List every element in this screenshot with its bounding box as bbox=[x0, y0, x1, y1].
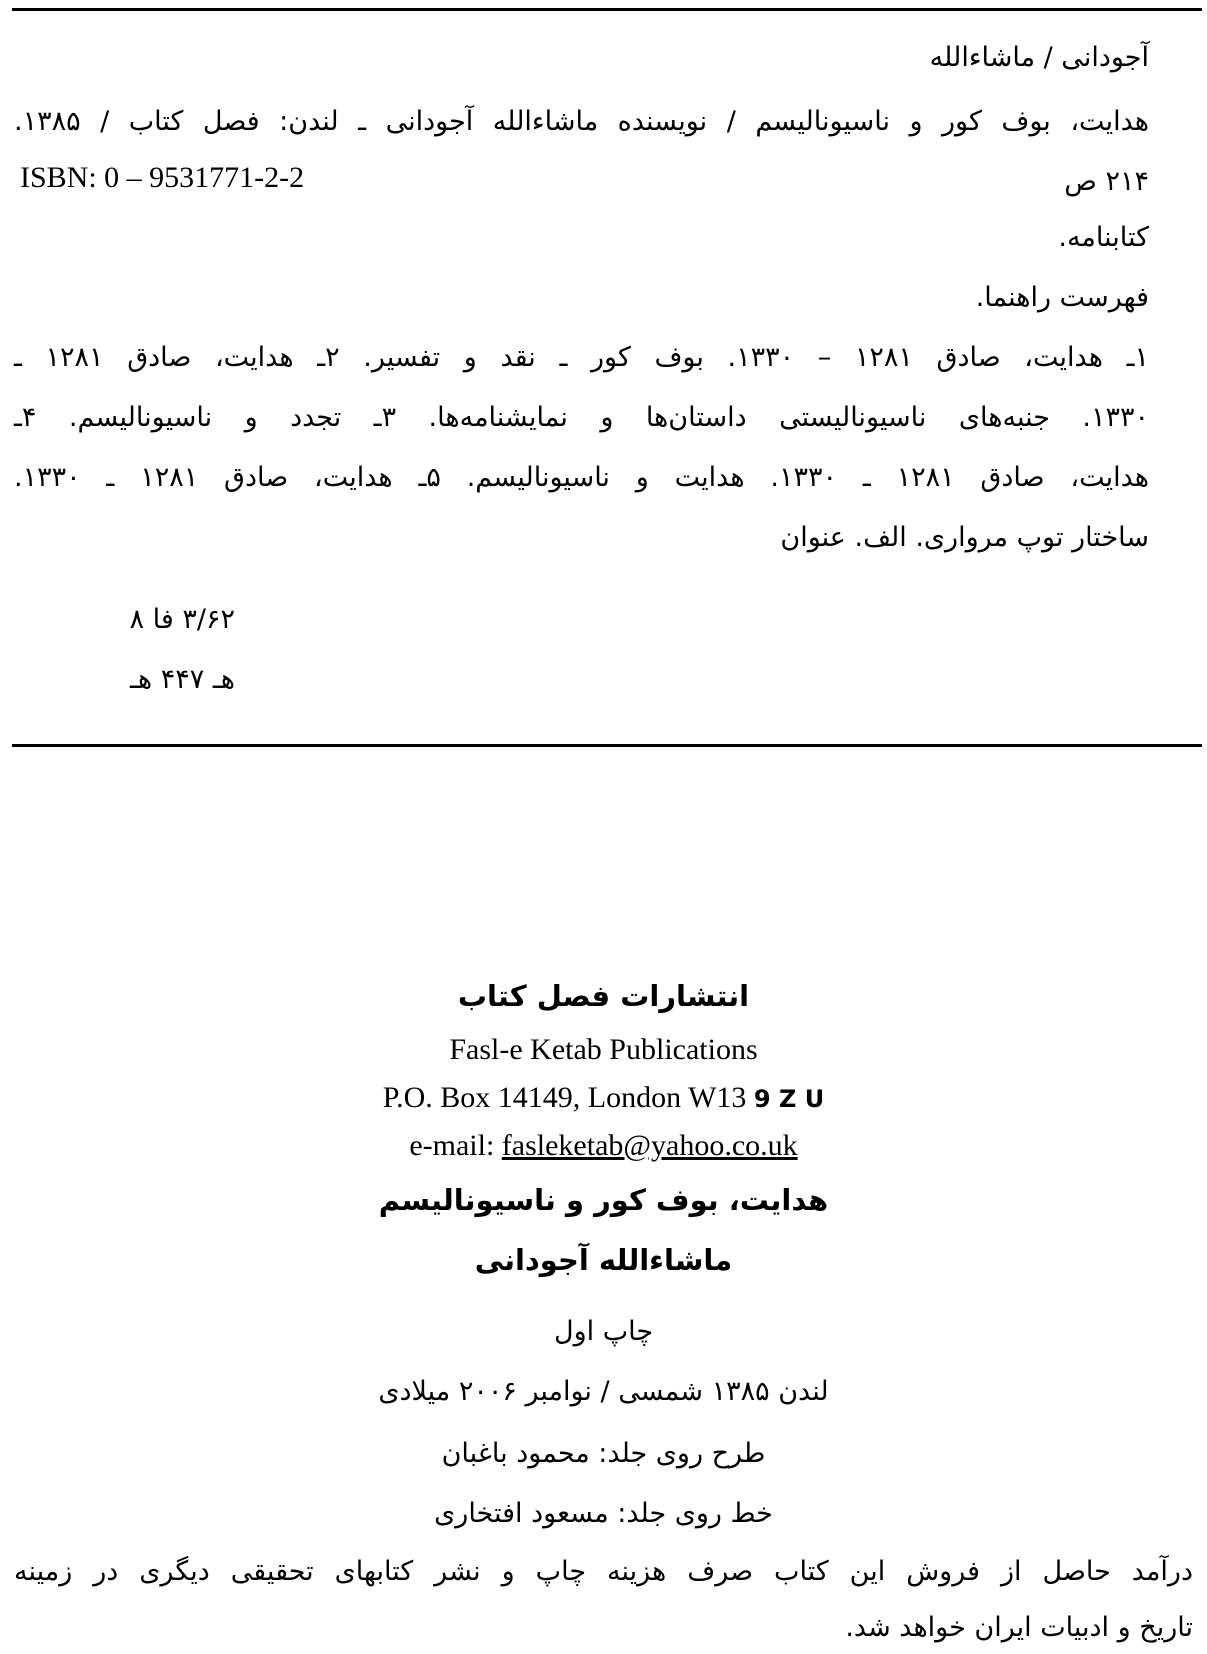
bibliography-note: کتابنامه. bbox=[1058, 222, 1149, 253]
subject-line-3: هدایت، صادق ۱۲۸۱ ـ ۱۳۳۰. هدایت و ناسیونالیسم. ۵ـ هدایت، صادق ۱۲۸۱ ـ ۱۳۳۰. bbox=[14, 462, 1150, 493]
catalog-author: آجودانی / ماشاءالله bbox=[929, 42, 1149, 73]
publisher-name-fa: انتشارات فصل کتاب bbox=[457, 979, 750, 1013]
publisher-email-line bbox=[0, 1126, 1207, 1166]
email-link[interactable]: fasleketab@yahoo.co.uk bbox=[501, 1129, 798, 1162]
proceeds-note-2: تاریخ و ادبیات ایران خواهد شد. bbox=[845, 1612, 1193, 1643]
postcode-stamp: 9 Z U bbox=[753, 1085, 825, 1113]
cover-calligraphy-credit: خط روی جلد: مسعود افتخاری bbox=[434, 1498, 773, 1529]
top-rule bbox=[12, 8, 1202, 11]
publication-date: لندن ۱۳۸۵ شمسی / نوامبر ۲۰۰۶ میلادی bbox=[378, 1376, 829, 1407]
classification-1: ۳/۶۲ فا ۸ bbox=[129, 604, 235, 635]
publisher-address bbox=[0, 1078, 1207, 1119]
subject-line-1: ۱ـ هدایت، صادق ۱۲۸۱ – ۱۳۳۰. بوف کور ـ نقد و تفسیر. ۲ـ هدایت، صادق ۱۲۸۱ ـ bbox=[14, 342, 1150, 373]
address-text: P.O. Box 14149, London W13 bbox=[382, 1081, 747, 1114]
edition: چاپ اول bbox=[553, 1316, 654, 1347]
catalog-title: هدایت، بوف کور و ناسیونالیسم / نویسنده ماشاءالله آجودانی ـ لندن: فصل کتاب / ۱۳۸۵. bbox=[14, 106, 1149, 137]
page-count: ۲۱۴ ص bbox=[1064, 166, 1149, 197]
proceeds-note-1: درآمد حاصل از فروش این کتاب صرف هزینه چاپ و نشر کتابهای تحقیقی دیگری در زمینه bbox=[14, 1556, 1193, 1587]
index-note: فهرست راهنما. bbox=[975, 282, 1149, 313]
subject-line-4: ساختار توپ مرواری. الف. عنوان bbox=[780, 522, 1149, 553]
middle-rule bbox=[12, 744, 1202, 747]
classification-2: هـ ۴۴۷ هـ bbox=[130, 664, 235, 695]
book-author: ماشاءالله آجودانی bbox=[474, 1243, 733, 1277]
publisher-name-en: Fasl-e Ketab Publications bbox=[449, 1033, 758, 1066]
book-title: هدایت، بوف کور و ناسیونالیسم bbox=[378, 1183, 829, 1217]
email-label: e-mail: bbox=[409, 1129, 502, 1162]
subject-line-2: ۱۳۳۰. جنبه‌های ناسیونالیستی داستان‌ها و نمایشنامه‌ها. ۳ـ تجدد و ناسیونالیسم. ۴ـ bbox=[14, 402, 1149, 433]
cover-design-credit: طرح روی جلد: محمود باغبان bbox=[441, 1438, 766, 1469]
isbn: ISBN: 0 – 9531771-2-2 bbox=[20, 161, 305, 194]
